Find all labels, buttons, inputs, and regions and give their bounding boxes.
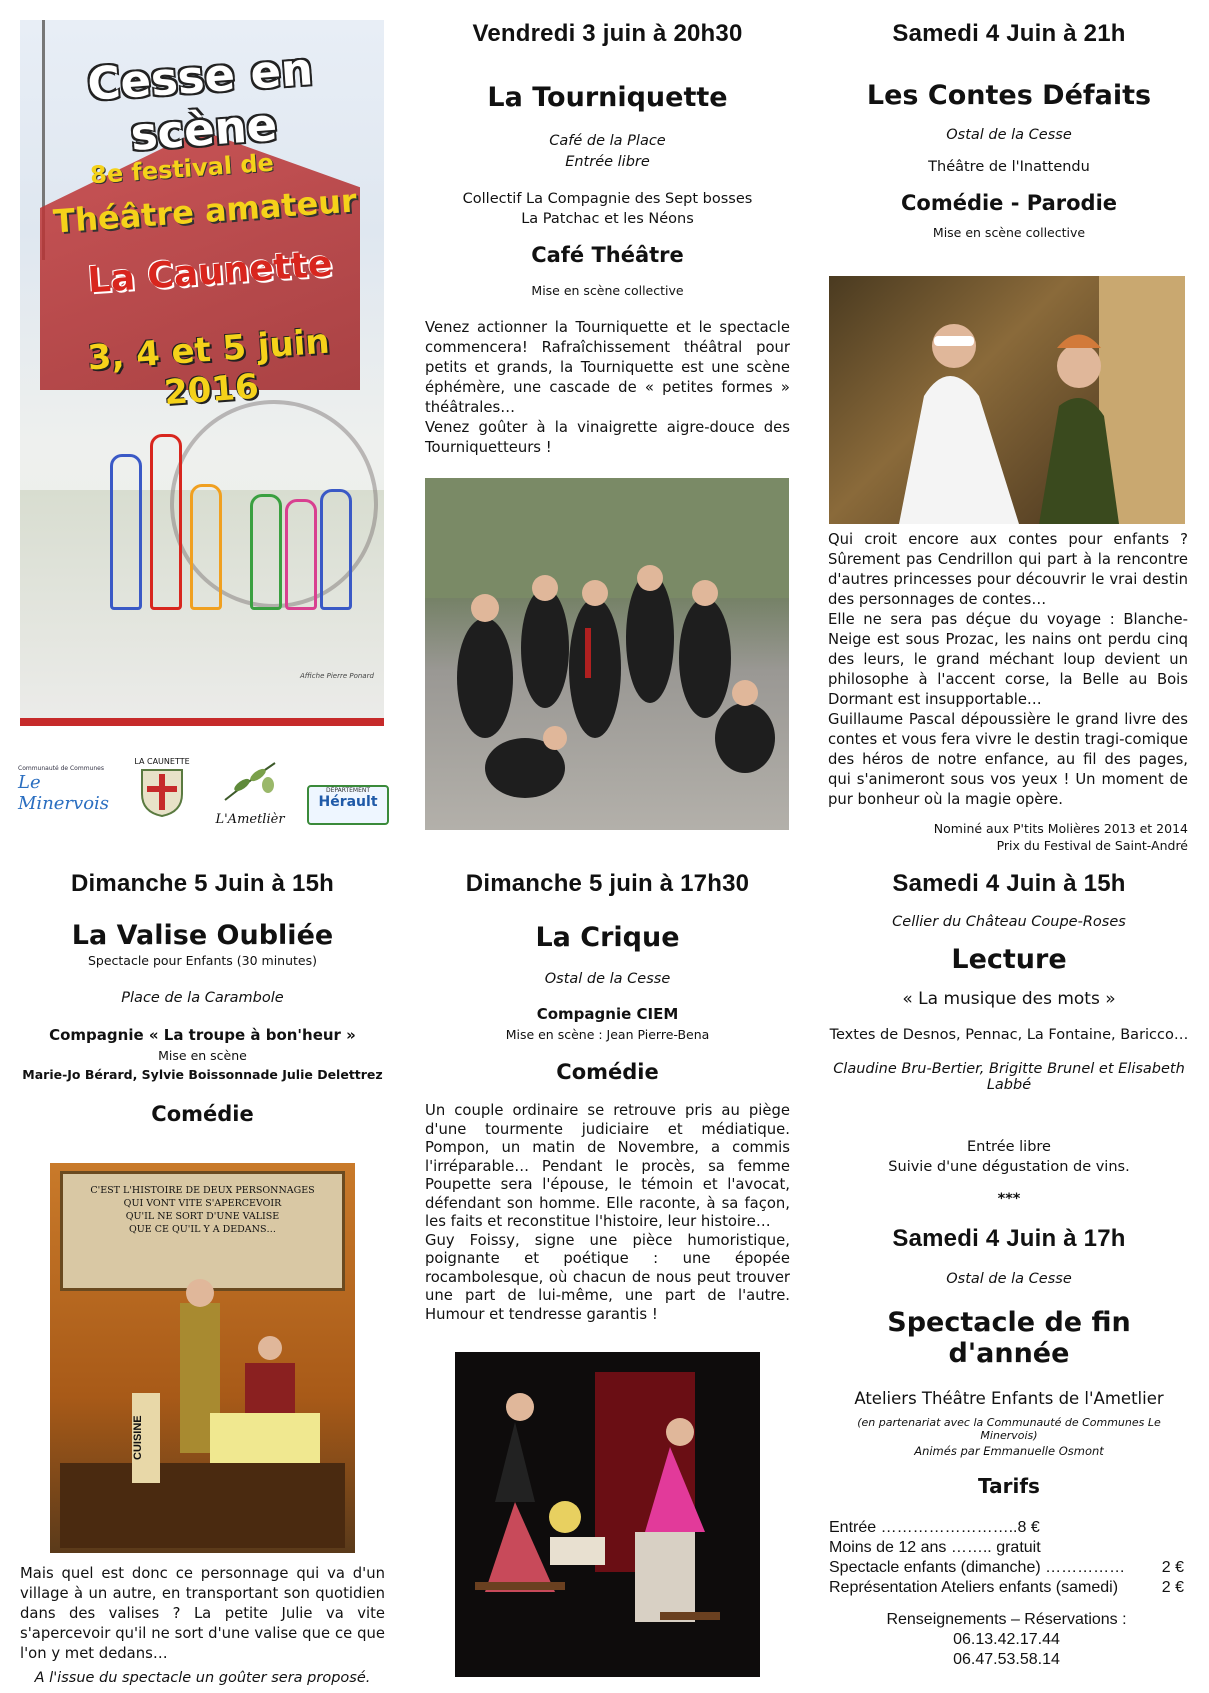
poster-theatre-amateur: Théâtre amateur (52, 181, 358, 241)
suitcase-text: QU'IL NE SORT D'UNE VALISE (125, 1211, 280, 1222)
event-partner: (en partenariat avec la Communauté de Communes Le Minervois) (857, 1416, 1161, 1442)
event-title: Les Contes Défaits (866, 80, 1152, 111)
event-genre: Comédie (151, 1102, 254, 1126)
suitcase-text: C'EST L'HISTOIRE DE DEUX PERSONNAGES (90, 1185, 315, 1196)
event-valise-oubliee (20, 870, 385, 1126)
contes-defaits-description (828, 530, 1188, 854)
event-animator: Animés par Emmanuelle Osmont (914, 1444, 1104, 1458)
event-venue-2: Ostal de la Cesse (946, 1271, 1072, 1287)
tarif-row (829, 1558, 1184, 1578)
event-subtitle: Spectacle pour Enfants (30 minutes) (87, 953, 318, 968)
ametlier-logo (210, 755, 290, 827)
contes-defaits-photo (829, 276, 1185, 524)
poster-figures-illustration (90, 420, 370, 610)
event-date: Dimanche 5 Juin à 15h (71, 870, 334, 897)
caunette-logo (128, 757, 196, 827)
minervois-logo-text: Le Minervois (18, 772, 110, 814)
event-directors: Marie-Jo Bérard, Sylvie Boissonnade Julie Delettrez (22, 1067, 383, 1082)
description-paragraph: Qui croit encore aux contes pour enfants ? Sûrement pas Cendrillon qui part à la rencontre d'autres princesses pour découvrir le vrai destin des personnages de contes… (828, 531, 1188, 608)
couple-actors-image (455, 1352, 760, 1677)
figure-icon (150, 434, 182, 610)
tarif-value: 2 € (1161, 1579, 1184, 1596)
event-ateliers: Ateliers Théâtre Enfants de l'Ametlier (854, 1389, 1164, 1408)
herault-logo (307, 785, 389, 825)
description-paragraph: Guy Foissy, signe une pièce humoristique, poignante et poétique : une épopée rocambolesque, où chacun de nous peut trouver une part de lui-même, une part de l'autre. Humour et tendresse garantis ! (425, 1231, 790, 1323)
poster-title: Cesse en scène (85, 42, 315, 161)
event-venue: Cellier du Château Coupe-Roses (892, 914, 1126, 930)
minervois-logo (18, 765, 113, 815)
tarif-label: Moins de 12 ans …….. (829, 1539, 992, 1556)
event-title: La Valise Oubliée (71, 920, 334, 951)
event-title: Lecture (951, 944, 1067, 975)
poster-place: La Caunette (86, 243, 334, 302)
event-company: Compagnie CIEM (536, 1005, 679, 1023)
minervois-logo-caption: Communauté de Communes (18, 765, 104, 772)
tarif-value: 8 € (1017, 1519, 1040, 1536)
event-la-crique (425, 870, 790, 1324)
description-paragraph: Guillaume Pascal dépoussière le grand livre des contes et vous fera vivre le destin tragi-comique des héros de notre enfance, au fil des pages, qui s'animeront sous vos yeux ! Un moment de pur bonheur où la magie opère. (828, 711, 1188, 808)
figure-icon (320, 489, 352, 610)
suitcase-text: QUI VONT VITE S'APERCEVOIR (123, 1198, 282, 1209)
event-genre: Comédie (556, 1060, 659, 1084)
event-date: Vendredi 3 juin à 20h30 (472, 20, 743, 47)
ametlier-logo-text: L'Ametlièr (215, 812, 285, 827)
herault-logo-text: Hérault (318, 794, 378, 810)
event-entry: Entrée libre (565, 154, 650, 170)
tarif-label: Entrée …………………….. (829, 1519, 1018, 1536)
event-date: Samedi 4 Juin à 15h (892, 870, 1126, 897)
event-tourniquette (425, 20, 790, 458)
description-paragraph: Venez goûter à la vinaigrette aigre-douce des Tourniquetteurs ! (425, 419, 790, 456)
separator-stars: *** (997, 1191, 1021, 1207)
event-company: Collectif La Compagnie des Sept bosses (462, 191, 753, 207)
figure-icon (110, 454, 142, 610)
poster-credit: Affiche Pierre Ponard (300, 672, 374, 680)
phone-number: 06.47.53.58.14 (953, 1651, 1060, 1668)
poster-festival-edition: 8e festival de (89, 148, 275, 190)
event-date-2: Samedi 4 Juin à 17h (892, 1225, 1126, 1252)
event-date: Samedi 4 Juin à 21h (892, 20, 1126, 47)
description-paragraph: Venez actionner la Tourniquette et le spectacle commencera! Rafraîchissement théâtral pour petits et grands, la Tourniquette est une scène éphémère, une cascade de « petites formes » théâtrales… (425, 319, 790, 416)
tarif-label: Spectacle enfants (dimanche) …………… (829, 1559, 1126, 1576)
contact-title: Renseignements – Réservations : (886, 1611, 1127, 1628)
event-tasting: Suivie d'une dégustation de vins. (888, 1159, 1130, 1175)
tarifs-list (829, 1518, 1184, 1598)
event-venue: Place de la Carambole (121, 990, 284, 1006)
event-texts: Textes de Desnos, Pennac, La Fontaine, Baricco… (829, 1027, 1189, 1043)
event-venue: Ostal de la Cesse (946, 127, 1072, 143)
la-crique-photo (455, 1352, 760, 1677)
suitcase-actors-image (50, 1163, 355, 1553)
event-title: La Crique (535, 922, 680, 953)
event-staging: Mise en scène : Jean Pierre-Bena (505, 1027, 710, 1042)
tarif-value: 2 € (1161, 1559, 1184, 1576)
figure-icon (190, 484, 222, 610)
tourniquette-photo (425, 478, 789, 830)
tarif-label: Représentation Ateliers enfants (samedi) (829, 1579, 1119, 1596)
coat-of-arms-icon (139, 766, 185, 818)
valise-oubliee-photo (50, 1163, 355, 1553)
award-prize: Prix du Festival de Saint-André (996, 838, 1188, 853)
tarifs-title: Tarifs (978, 1474, 1040, 1498)
description-paragraph: Un couple ordinaire se retrouve pris au piège d'une tourmente judiciaire et médiatique. Pompon, un matin de Novembre, a commis l'irréparable… Pendant le procès, sa femme Poupette sera l'épouse, le témoin et l'avocat, défendant son homme. Elle raconte, à sa façon, les faits et reconstitue l'histoire, leur histoire… (425, 1102, 790, 1230)
suitcase-text: QUE CE QU'IL Y A DEDANS… (129, 1224, 276, 1235)
tarif-value: gratuit (996, 1539, 1041, 1556)
caunette-logo-text: LA CAUNETTE (134, 757, 190, 766)
valise-oubliee-description (20, 1564, 385, 1686)
event-venue: Café de la Place (549, 133, 666, 149)
event-staging: Mise en scène (158, 1048, 247, 1063)
two-actresses-image (829, 276, 1185, 524)
festival-poster (20, 20, 384, 726)
description-paragraph: Elle ne sera pas déçue du voyage : Blanche-Neige est sous Prozac, les nains ont perdu cinq des leurs, le grand méchant loup devient un philosophe à l'accent corse, la Belle au Bois Dormant est insupportable… (828, 611, 1188, 708)
event-staging: Mise en scène collective (932, 225, 1086, 240)
event-subtitle: « La musique des mots » (902, 989, 1116, 1009)
figure-icon (285, 499, 317, 610)
herault-logo-caption: DÉPARTEMENT (325, 787, 371, 794)
event-readers: Claudine Bru-Bertier, Brigitte Brunel et Elisabeth Labbé (833, 1061, 1185, 1093)
tarif-row (829, 1538, 1184, 1558)
tarif-row (829, 1518, 1184, 1538)
event-genre: Café Théâtre (531, 243, 684, 267)
figure-icon (250, 494, 282, 610)
event-contes-defaits (828, 20, 1190, 240)
event-description (425, 318, 790, 458)
almond-branch-icon (220, 755, 280, 807)
event-entry: Entrée libre (967, 1139, 1051, 1155)
event-note: A l'issue du spectacle un goûter sera proposé. (34, 1670, 371, 1686)
poster-red-bar (20, 718, 384, 726)
phone-number: 06.13.42.17.44 (953, 1631, 1060, 1648)
tarif-row (829, 1578, 1184, 1598)
poster-dates: 3, 4 et 5 juin 2016 (86, 321, 331, 414)
description-paragraph: Mais quel est donc ce personnage qui va d'un village à un autre, en transportant son quotidien dans des valises ? La petite Julie va vite s'apercevoir qu'il ne sort d'une valise que ce que l'on y met dedans… (20, 1565, 385, 1662)
event-company: Compagnie « La troupe à bon'heur » (49, 1026, 356, 1044)
event-description (425, 1102, 790, 1324)
event-lecture-and-show (828, 870, 1190, 1498)
event-title-2: Spectacle de fin d'année (887, 1307, 1131, 1369)
contact-info (829, 1610, 1184, 1670)
cuisine-box: CUISINE (132, 1393, 160, 1483)
event-title: La Tourniquette (487, 82, 728, 113)
event-genre: Comédie - Parodie (900, 191, 1118, 215)
event-company-2: La Patchac et les Néons (521, 211, 694, 227)
award-nomination: Nominé aux P'tits Molières 2013 et 2014 (933, 821, 1188, 836)
event-company: Théâtre de l'Inattendu (928, 159, 1090, 175)
group-of-actors-image (425, 478, 789, 830)
event-venue: Ostal de la Cesse (544, 971, 671, 987)
event-staging: Mise en scène collective (531, 283, 684, 298)
event-date: Dimanche 5 juin à 17h30 (465, 870, 750, 897)
